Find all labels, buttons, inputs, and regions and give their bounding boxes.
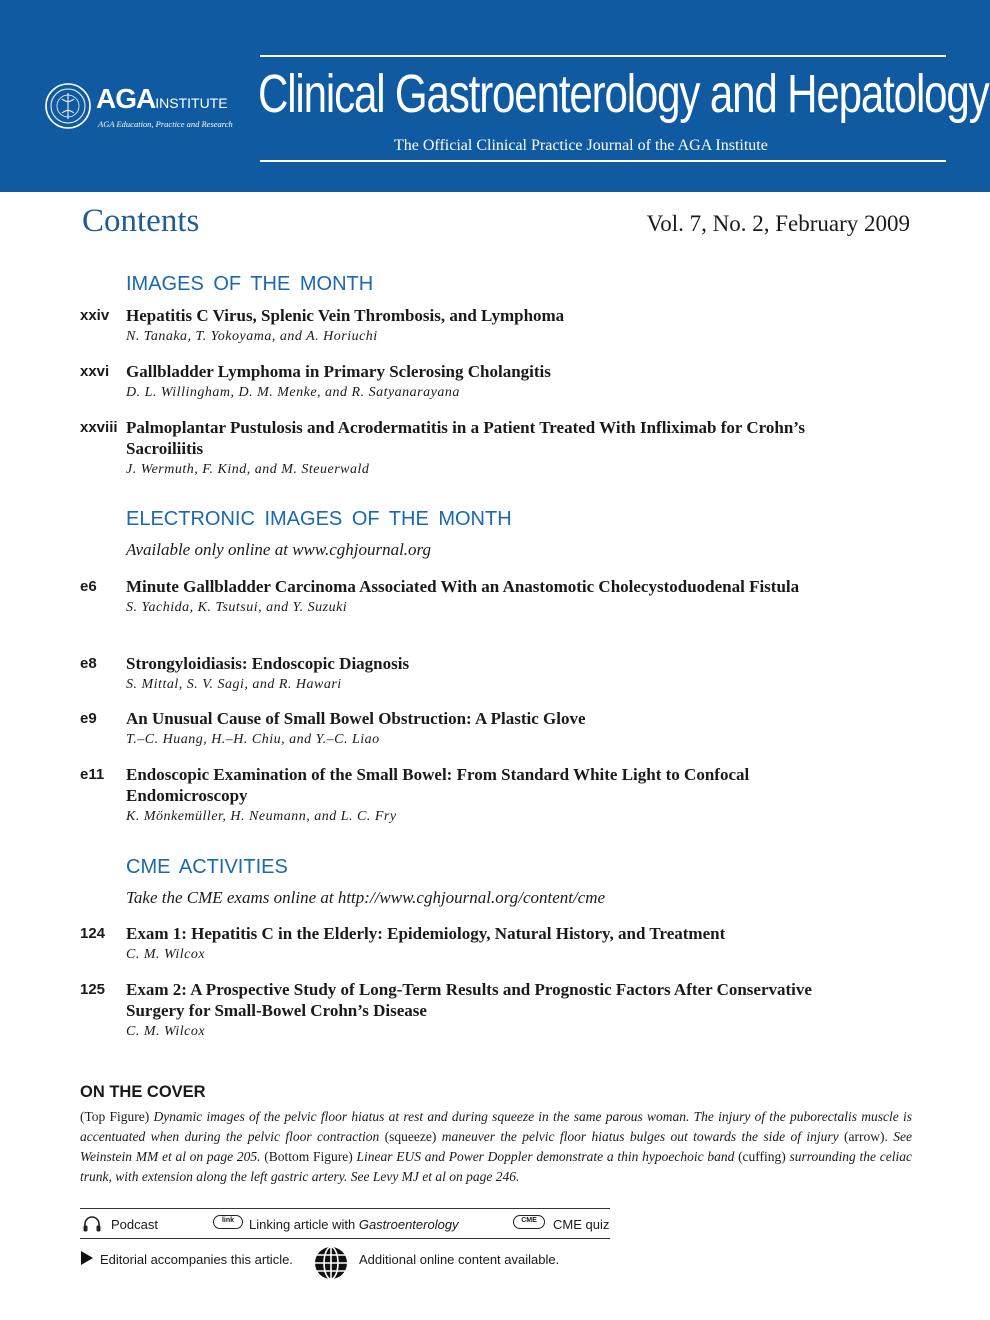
legend-linking-article: Linking article with Gastroenterology [249,1217,459,1232]
link-icon: link [213,1215,243,1229]
cme-icon: CME [513,1215,545,1229]
aga-seal-icon [44,82,92,130]
entry-title[interactable]: Palmoplantar Pustulosis and Acrodermatitis in a Patient Treated With Infliximab for Crohn’s Sacroiliitis [126,418,805,458]
entry-authors: K. Mönkemüller, H. Neumann, and L. C. Fry [126,809,397,824]
toc-entry[interactable] [80,764,860,828]
header-rule-bottom [260,160,946,162]
toc-entry[interactable] [80,305,860,348]
header-rule-top [260,55,946,57]
entry-authors: C. M. Wilcox [126,947,206,962]
toc-entry[interactable] [80,979,860,1043]
entry-page: 125 [80,981,106,998]
toc-entry[interactable] [80,417,860,481]
legend-cme-quiz: CME quiz [553,1217,610,1232]
legend-rule-top [80,1208,610,1209]
journal-title: Clinical Gastroenterology and Hepatology [258,64,989,124]
entry-title[interactable]: Hepatitis C Virus, Splenic Vein Thrombosis, and Lymphoma [126,306,565,325]
toc-entry[interactable] [80,708,860,751]
entry-title[interactable]: Strongyloidiasis: Endoscopic Diagnosis [126,654,410,673]
entry-authors: T.–C. Huang, H.–H. Chiu, and Y.–C. Liao [126,732,380,747]
journal-header-band [0,0,990,192]
section-note-online: Available only online at www.cghjournal.org [126,540,432,559]
globe-icon [312,1245,350,1281]
entry-authors: J. Wermuth, F. Kind, and M. Steuerwald [126,462,370,477]
entry-page: e8 [80,655,97,672]
entry-page: xxvi [80,363,110,380]
entry-authors: S. Yachida, K. Tsutsui, and Y. Suzuki [126,600,348,615]
entry-title[interactable]: Gallbladder Lymphoma in Primary Sclerosing Cholangitis [126,362,551,381]
legend-rule-bottom [80,1238,610,1239]
section-title-images-of-the-month: IMAGES OF THE MONTH [126,273,374,295]
entry-title[interactable]: Endoscopic Examination of the Small Bowel: From Standard White Light to Confocal Endomicroscopy [126,765,750,805]
entry-title[interactable]: An Unusual Cause of Small Bowel Obstruction: A Plastic Glove [126,709,586,728]
volume-issue: Vol. 7, No. 2, February 2009 [646,211,910,236]
entry-page: e6 [80,578,97,595]
entry-title[interactable]: Exam 1: Hepatitis C in the Elderly: Epidemiology, Natural History, and Treatment [126,924,726,943]
journal-subtitle: The Official Clinical Practice Journal of the AGA Institute [394,137,768,154]
entry-page: xxiv [80,307,110,324]
entry-page: e9 [80,710,97,727]
aga-logo-tagline: AGA Education, Practice and Research [98,119,233,129]
cover-description: (Top Figure) Dynamic images of the pelvic floor hiatus at rest and during squeeze in the same parous woman. The injury of the puborectalis muscle is accentuated when during the pelvic floor contraction (squeeze) maneuver the pelvic floor hiatus bulges out towards the side of injury (arrow). See Weinstein MM et al on page 205. (Bottom Figure) Linear EUS and Power Doppler demonstrate a thin hypoechoic band (cuffing) surrounding the celiac trunk, with extension along the left gastric artery. See Levy MJ et al on page 246. [80,1109,912,1184]
entry-authors: N. Tanaka, T. Yokoyama, and A. Horiuchi [126,329,378,344]
legend-podcast: Podcast [111,1217,158,1232]
toc-entry[interactable] [80,576,860,619]
entry-title[interactable]: Exam 2: A Prospective Study of Long-Term Results and Prognostic Factors After Conservative Surgery for Small-Bowel Crohn’s Disease [126,980,812,1020]
entry-authors: C. M. Wilcox [126,1024,206,1039]
entry-page: 124 [80,925,106,942]
section-note-cme: Take the CME exams online at http://www.cghjournal.org/content/cme [126,888,606,907]
toc-entry[interactable] [80,923,860,966]
legend-online-content: Additional online content available. [359,1252,560,1267]
contents-heading: Contents [82,203,200,239]
legend-editorial: Editorial accompanies this article. [100,1252,293,1267]
on-the-cover-heading: ON THE COVER [80,1083,206,1101]
entry-page: e11 [80,766,105,783]
headphones-icon [82,1215,102,1233]
entry-title[interactable]: Minute Gallbladder Carcinoma Associated With an Anastomotic Cholecystoduodenal Fistula [126,577,800,596]
section-title-cme-activities: CME ACTIVITIES [126,856,288,878]
entry-authors: D. L. Willingham, D. M. Menke, and R. Satyanarayana [126,385,460,400]
section-title-electronic-images: ELECTRONIC IMAGES OF THE MONTH [126,508,512,530]
entry-page: xxviii [80,419,118,436]
toc-entry[interactable] [80,653,860,696]
entry-authors: S. Mittal, S. V. Sagi, and R. Hawari [126,677,342,692]
play-triangle-icon [80,1250,94,1266]
toc-entry[interactable] [80,361,860,404]
aga-logo-text: AGAINSTITUTE [96,83,228,114]
